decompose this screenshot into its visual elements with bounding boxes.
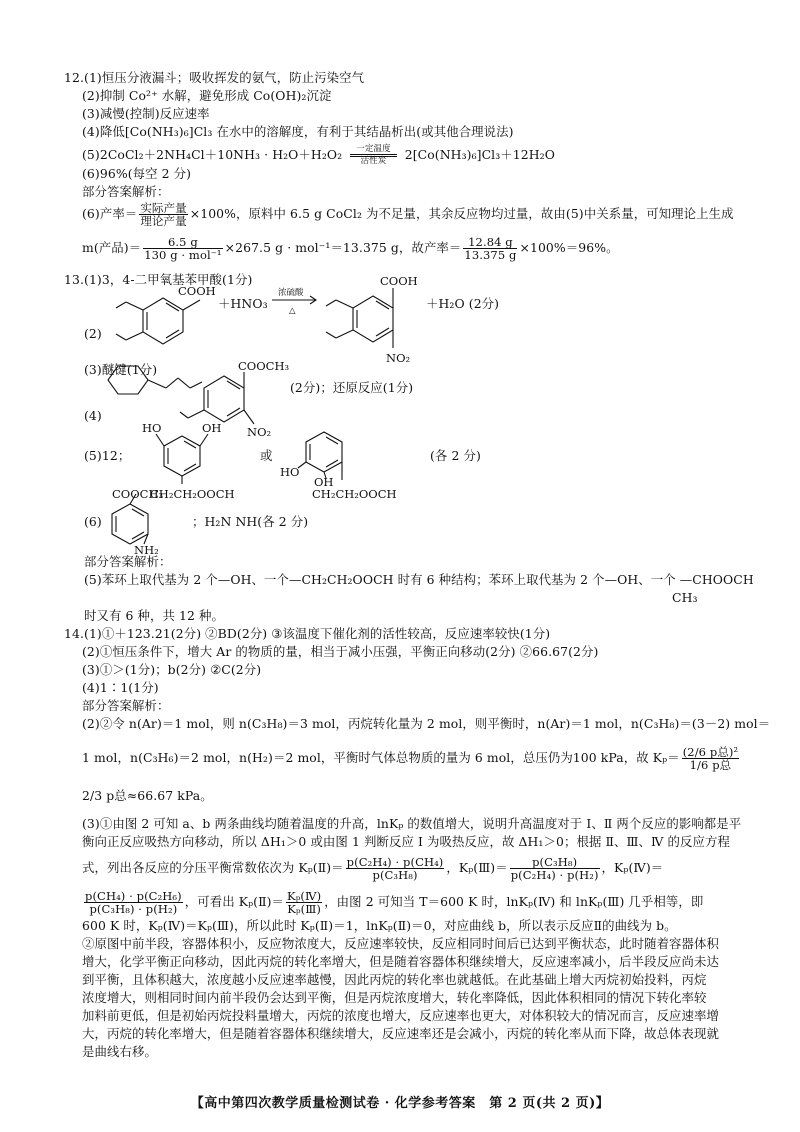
no2-label: NO₂ xyxy=(247,425,272,439)
q12-parse-text: ×100%，原料中 6.5 g CoCl₂ 为不足量，其余反应物均过量，故由(5)中关系量，可知理论上生成 xyxy=(189,206,734,221)
q14-parse-line-15: 是曲线右移。 xyxy=(82,1044,157,1059)
q13-or-text: 或 xyxy=(260,448,273,463)
fraction-denominator: Kₚ(Ⅲ) xyxy=(287,902,321,916)
q13-parse-line-1: (5)苯环上取代基为 2 个—OH、一个—CH₂CH₂OOCH 时有 6 种结构；苯环上取代基为 2 个—OH、一个 —CHOOCH xyxy=(84,572,754,587)
q13-item-4-tail: (2分)；还原反应(1分) xyxy=(290,380,414,395)
q12-yield-text: (6)产率＝ xyxy=(82,206,138,221)
q14-line-3: (3)①＞(1分)；b(2分) ②C(2分) xyxy=(82,662,262,677)
q12-parse-line-1 xyxy=(82,202,734,227)
q14-parse-line-3: 2/3 p总≈66.67 kPa。 xyxy=(82,788,213,803)
fraction-denominator: 130 g · mol⁻¹ xyxy=(144,248,222,262)
q14-parse-line-2 xyxy=(82,746,741,771)
nitration-arrow xyxy=(270,283,320,317)
q13-item-6-label: (6) xyxy=(84,514,102,529)
q14-parse-line-4: (3)①由图 2 可知 a、b 两条曲线均随着温度的升高，lnKₚ 的数值增大，说明升高温度对于 Ⅰ、Ⅱ 两个反应的影响都是平 xyxy=(82,816,742,831)
q14-kp-text: 1 mol，n(C₃H₆)＝2 mol，n(H₂)＝2 mol，平衡时气体总物质的量为 6 mol，总压仍为100 kPa，故 Kₚ＝ xyxy=(82,750,680,765)
q12-line-1: 12.(1)恒压分液漏斗；吸收挥发的氨气，防止污染空气 xyxy=(64,70,365,85)
fraction-numerator: p(C₂H₄) · p(CH₄) xyxy=(346,855,444,869)
q12-mass-fraction xyxy=(143,236,222,261)
q14-kp4-text: ，Kₚ(Ⅳ)＝ xyxy=(601,860,664,875)
nh2-label: NH₂ xyxy=(134,543,159,556)
q14-relation-tail: ，由图 2 可知当 T＝600 K 时，lnKₚ(Ⅳ) 和 lnKₚ(Ⅲ) 几乎相等，即 xyxy=(324,894,704,909)
q14-parse-line-9: ②原图中前半段，容器体积小，反应物浓度大，反应速率较快，反应相同时间后已达到平衡状态，此时随着容器体积 xyxy=(82,936,720,951)
q14-kp2-fraction xyxy=(346,856,445,881)
q14-parse-line-6 xyxy=(82,856,663,881)
hydroxyl-label: HO xyxy=(280,465,300,479)
ester-chain-label: CH₂CH₂OOCH xyxy=(150,487,235,500)
q13-item-2-tail: ＋H₂O (2分) xyxy=(426,296,500,311)
q14-parse-line-5: 衡向正反应吸热方向移动，所以 ΔH₁＞0 或由图 1 判断反应 Ⅰ 为吸热反应，故 ΔH₁＞0；根据 Ⅱ、Ⅲ、Ⅳ 的反应方程 xyxy=(82,834,731,849)
cooh-label: COOH xyxy=(178,284,216,298)
hydroxyl-label: OH xyxy=(202,421,222,435)
fraction-denominator: p(C₂H₄) · p(H₂) xyxy=(510,868,599,882)
q12-parse-line-2 xyxy=(82,236,619,261)
anthranilate-structure xyxy=(100,488,200,556)
q14-parse-line-12: 浓度增大，则相同时间内前半段仍会达到平衡，但是丙烷浓度增大，转化率降低，因此体积相同的情况下转化率较 xyxy=(82,990,707,1005)
nitric-acid-term: ＋HNO₃ xyxy=(218,296,268,311)
q12-parse-text: ×267.5 g · mol⁻¹＝13.375 g，故产率＝ xyxy=(224,240,462,255)
q13-line-3: (3)醚键(1分) xyxy=(84,362,158,377)
fraction-denominator: 1/6 p总 xyxy=(689,758,732,772)
q13-item-6-tail: ；H₂N NH(各 2 分) xyxy=(192,514,309,529)
q12-line-4: (4)降低[Co(NH₃)₆]Cl₃ 在水中的溶解度，有利于其结晶析出(或其他合理说法) xyxy=(82,124,514,139)
q14-parse-line-1: (2)②令 n(Ar)＝1 mol，则 n(C₃H₈)＝3 mol，丙烷转化量为 2 mol，则平衡时，n(Ar)＝1 mol，n(C₃H₈)＝(3－2) mol＝ xyxy=(82,716,771,731)
q13-line-1: 13.(1)3，4-二甲氧基苯甲酸(1分) xyxy=(64,272,253,287)
q12-line-6: (6)96%(每空 2 分) xyxy=(82,166,192,181)
q14-parse-line-7 xyxy=(82,890,703,915)
q13-item-5-tail: (各 2 分) xyxy=(430,448,481,463)
arrow-condition-top: 浓硫酸 xyxy=(278,288,304,298)
q12-line-2: (2)抑制 Co²⁺ 水解，避免形成 Co(OH)₂沉淀 xyxy=(82,88,332,103)
fraction-denominator: 理论产量 xyxy=(140,214,187,228)
q14-relation-text: ，可看出 Kₚ(Ⅱ)＝ xyxy=(184,894,285,909)
cooch3-label: COOCH₃ xyxy=(238,359,290,373)
page-footer: 【高中第四次教学质量检测试卷 · 化学参考答案 第 2 页(共 2 页)】 xyxy=(190,1096,610,1111)
q12-arrow-condition-top: 一定温度 xyxy=(350,145,396,157)
q12-yield-fraction-2 xyxy=(463,236,517,261)
fraction-numerator: Kₚ(Ⅳ) xyxy=(287,889,322,903)
q14-kp3-fraction xyxy=(510,856,600,881)
fraction-denominator: p(C₃H₈) xyxy=(372,868,418,882)
q13-parse-methyl: CH₃ xyxy=(672,590,698,605)
q13-item-4-label: (4) xyxy=(84,408,102,423)
q14-kp2-text: 式，列出各反应的分压平衡常数依次为 Kₚ(Ⅱ)＝ xyxy=(82,860,344,875)
q12-equation-right: 2[Co(NH₃)₆]Cl₃＋12H₂O xyxy=(404,147,555,162)
fraction-numerator: p(C₃H₈) xyxy=(510,856,600,869)
hydroxyl-label: OH xyxy=(314,475,334,489)
q14-parse-line-14: 大，丙烷的转化率增大，但是随着容器体积继续增大，反应速率还是会减小，丙烷的转化率从而下降，故总体表现就 xyxy=(82,1026,720,1041)
q14-parse-line-11: 到平衡，且体积越大，浓度越小反应速率越慢，因此丙烷的转化率也就越低。在此基础上增大丙烷初始投料，丙烷 xyxy=(82,972,707,987)
cooch3-label: COOCH₃ xyxy=(112,488,164,501)
fraction-numerator: (2/6 p总)² xyxy=(682,745,739,759)
q12-line-3: (3)减慢(控制)反应速率 xyxy=(82,106,210,121)
q14-kp-fraction xyxy=(682,746,740,771)
q14-line-1: 14.(1)①＋123.21(2分) ②BD(2分) ③该温度下催化剂的活性较高，反应速率较快(1分) xyxy=(64,626,551,641)
q13-parse-line-2: 时又有 6 种，共 12 种。 xyxy=(84,608,225,623)
q14-kp4-fraction xyxy=(84,890,183,915)
q13-parse-title: 部分答案解析： xyxy=(84,554,172,569)
ester-chain-label: CH₂CH₂OOCH xyxy=(312,487,397,500)
q14-line-4: (4)1∶1(1分) xyxy=(82,680,159,695)
no2-label: NO₂ xyxy=(386,351,411,365)
q12-parse-text-end: ×100%＝96%。 xyxy=(519,240,619,255)
fraction-numerator: 实际产量 xyxy=(140,201,187,215)
fraction-numerator: 6.5 g xyxy=(143,236,222,249)
fraction-denominator: p(C₃H₈) · p(H₂) xyxy=(89,902,178,916)
q14-parse-title: 部分答案解析： xyxy=(82,698,170,713)
q13-item-5-label: (5)12； xyxy=(84,448,131,463)
q12-yield-fraction xyxy=(139,202,187,227)
q14-parse-line-8: 600 K 时，Kₚ(Ⅳ)＝Kₚ(Ⅲ)，所以此时 Kₚ(Ⅱ)＝1，lnKₚ(Ⅱ)＝0，对应曲线 b，所以表示反应Ⅱ的曲线为 b。 xyxy=(82,918,677,933)
q14-kp3-text: ，Kₚ(Ⅲ)＝ xyxy=(446,860,508,875)
nitrated-product-structure xyxy=(318,274,428,366)
q12-arrow-condition-bottom: 活性炭 xyxy=(360,156,387,166)
q13-item-2-label: (2) xyxy=(84,326,102,341)
reactant-structure xyxy=(108,284,218,356)
hydroxyl-label: HO xyxy=(142,421,162,435)
q12-equation-left: (5)2CoCl₂＋2NH₄Cl＋10NH₃ · H₂O＋H₂O₂ xyxy=(82,147,343,162)
q14-relation-fraction xyxy=(286,890,322,915)
q12-reaction-arrow xyxy=(350,145,396,166)
fraction-numerator: 12.84 g xyxy=(463,236,517,249)
q14-parse-line-13: 加料前更低，但是初始丙烷投料量增大，丙烷的浓度也增大，反应速率也更大，对体积较大的情况而言，反应速率增 xyxy=(82,1008,720,1023)
q14-line-2: (2)①恒压条件下，增大 Ar 的物质的量，相当于减小压强，平衡正向移动(2分) ②66.67(2分) xyxy=(82,644,599,659)
q12-mass-text: m(产品)＝ xyxy=(82,240,142,255)
cooh-label: COOH xyxy=(380,274,418,288)
isomer-structure-2 xyxy=(276,418,406,500)
fraction-numerator: p(CH₄) · p(C₂H₆) xyxy=(85,889,182,903)
q12-parse-title: 部分答案解析： xyxy=(82,184,170,199)
q12-line-5 xyxy=(82,145,555,166)
arrow-condition-bottom: △ xyxy=(289,306,296,316)
fraction-denominator: 13.375 g xyxy=(464,248,517,262)
q14-parse-line-10: 增大，化学平衡正向移动，因此丙烷的转化率增大，但是随着容器体积继续增大，反应速率减小，后半段反应尚未达 xyxy=(82,954,720,969)
